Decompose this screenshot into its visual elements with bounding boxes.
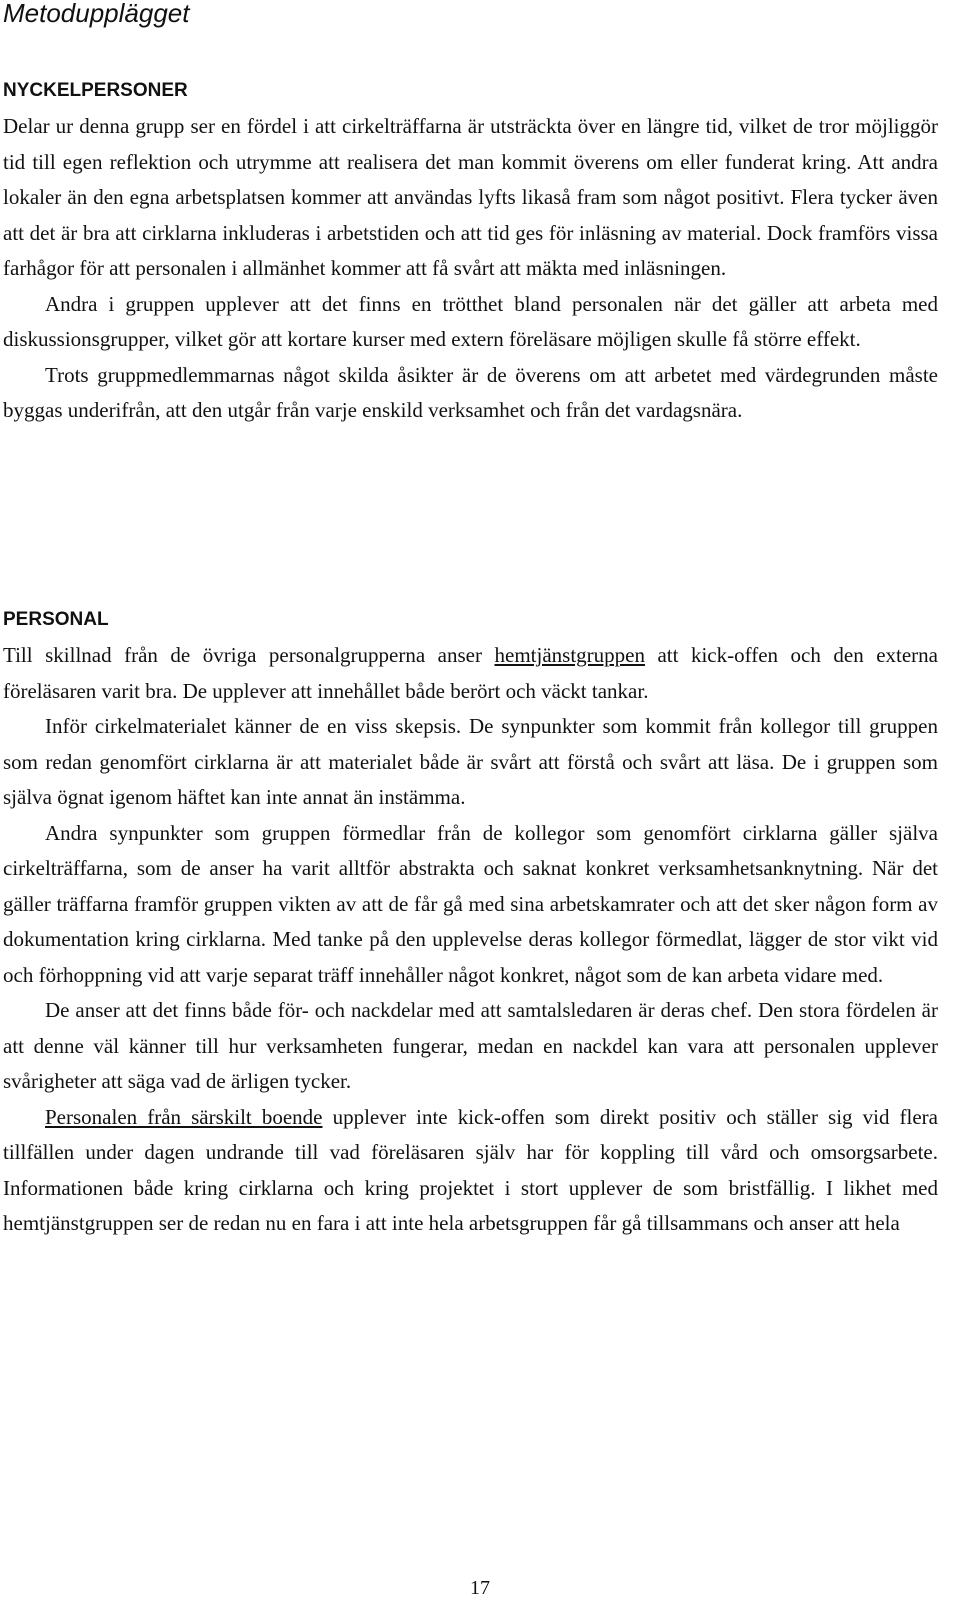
paragraph: Andra synpunkter som gruppen förmedlar från de kollegor som genomfört cirklarna gäller själva cirkelträffarna, som de anser ha varit alltför abstrakta och saknat konkret verksamhetsanknytning. När det gäller träffarna framför gruppen vikten av att de får gå med sina arbetskamrater och att det sker någon form av dokumentation kring cirklarna. Med tanke på den upplevelse deras kollegor förmedlat, lägger de stor vikt vid och förhoppning vid att varje separat träff innehåller något konkret, något som de kan arbeta vidare med. [3,820,938,987]
section-heading-personal: PERSONAL [3,609,109,630]
paragraph: Andra i gruppen upplever att det finns en trötthet bland personalen när det gäller att arbeta med diskussionsgrupper, vilket gör att kortare kurser med extern föreläsare möjligen skulle få större effekt. [3,291,938,351]
text-span: upplever inte kick-offen som direkt positiv och ställer sig vid flera tillfällen under dagen undrande till vad föreläsaren själv har för koppling till vård och omsorgsarbete. Informationen både kring cirklarna och kring projektet i stort upplever de som bristfällig. I likhet med hemtjänstgruppen ser de redan nu en fara i att inte hela arbetsgruppen får gå tillsammans och anser att hela [3,1104,938,1235]
paragraph: De anser att det finns både för- och nackdelar med att samtalsledaren är deras chef. Den stora fördelen är att denne väl känner till hur verksamheten fungerar, medan en nackdel kan vara att personalen upplever svårigheter att säga vad de ärligen tycker. [3,998,938,1093]
paragraph: Trots gruppmedlemmarnas något skilda åsikter är de överens om att arbetet med värdegrunden måste byggas underifrån, att den utgår från varje enskild verksamhet och från det vardagsnära. [3,362,938,422]
paragraph: Delar ur denna grupp ser en fördel i att cirkelträffarna är utsträckta över en längre tid, vilket de tror möjliggör tid till egen reflektion och utrymme att realisera det man kommit överens om eller funderat kring. Att andra lokaler än den egna arbetsplatsen kommer att användas lyfts likaså fram som något positivt. Flera tycker även att det är bra att cirklarna inkluderas i arbetstiden och att tid ges för inläsning av material. Dock framförs vissa farhågor för att personalen i allmänhet kommer att få svårt att mäkta med inläsningen. [3,114,938,280]
paragraph [3,1100,938,1242]
text-span: Till skillnad från de övriga personalgrupperna anser [3,643,495,667]
section-heading-nyckelpersoner: NYCKELPERSONER [3,80,188,101]
underlined-term: hemtjänstgruppen [494,643,645,667]
page-title: Metodupplägget [3,0,190,28]
underlined-term: Personalen från särskilt boende [45,1104,323,1129]
section-body-nyckelpersoner [3,109,938,429]
page-number: 17 [470,1577,490,1599]
section-body-personal [3,638,938,1242]
paragraph: Inför cirkelmaterialet känner de en viss skepsis. De synpunkter som kommit från kollegor till gruppen som redan genomfört cirklarna är att materialet både är svårt att förstå och svårt att läsa. De i gruppen som själva ögnat igenom häftet kan inte annat än instämma. [3,714,938,809]
text-span: att kick-offen och den externa föreläsaren varit bra. De upplever att innehållet både berört och väckt tankar. [3,643,938,703]
paragraph [3,638,938,709]
